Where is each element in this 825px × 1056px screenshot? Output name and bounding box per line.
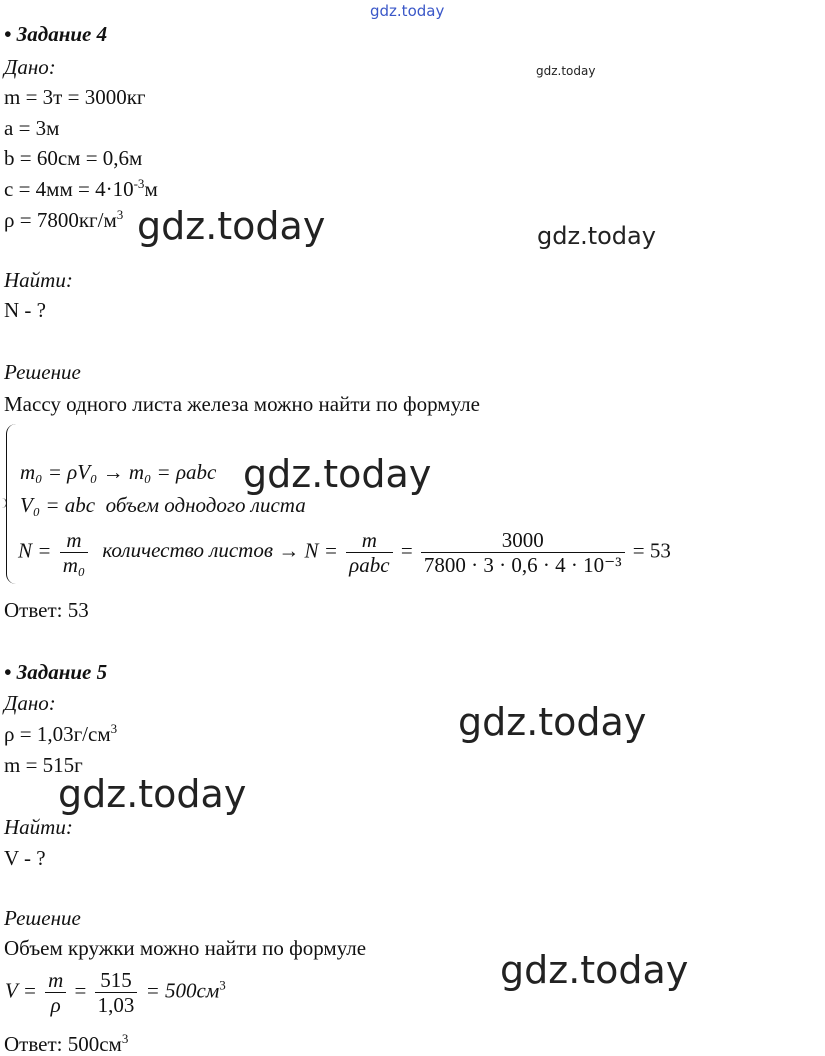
task5-solution-label: Решение [4,906,81,930]
task5-given-label: Дано: [4,691,56,715]
task5-given-m: m = 515г [4,753,83,777]
task5-answer: Ответ: $500см^3$ [4,1031,129,1056]
task5-solution-text: Объем кружки можно найти по формуле [4,936,367,960]
watermark-small: gdz.today [536,64,596,78]
task5-find: V - ? [4,846,46,870]
task4-find-label: Найти: [4,268,73,292]
task4-find: N - ? [4,298,46,322]
watermark-5: gdz.today [58,772,247,816]
task4-solution-text: Массу одного листа железа можно найти по формуле [4,392,480,416]
task4-given-a: a = 3м [4,116,60,140]
task4-formula-line3: N = $\frac{m}{\text{m₀}}$ количество листов → N = $\frac{m}{\text{ρabc}}$ = $\frac{3000}{\text{7800 · 3 · 0,6 · 4 · 10⁻³}}$ = 53 [18,528,671,577]
task4-given-c: $c = 4мм = 4\cdot 10^{-3}м$ [4,176,158,201]
task4-given-label: Дано: [4,55,56,79]
watermark-top: gdz.today [370,2,445,20]
watermark-1: gdz.today [137,204,326,248]
watermark-3: gdz.today [243,452,432,496]
watermark-6: gdz.today [500,948,689,992]
fraction-m-over-rhoabc: $\frac{m}{\text{ρabc}}$ [346,528,392,577]
fraction-515-over-103: $\frac{515}{1,03}$ [95,968,138,1017]
task4-heading: • Задание 4 [4,22,108,46]
task4-formula-line1: m₀ = ρV₀ → m₀ = ρabc [20,460,217,484]
fraction-m-over-rho: $\frac{m}{\rho}$ [45,968,66,1017]
task4-given-rho: $\rho = 7800кг/м^3$ [4,207,124,232]
watermark-4: gdz.today [458,700,647,744]
task5-find-label: Найти: [4,815,73,839]
task5-formula: V = $\frac{m}{\rho}$ = $\frac{515}{1,03}$ = $500см^3$ [5,968,226,1017]
task4-given-m: m = 3т = 3000кг [4,85,146,109]
system-brace [6,424,17,584]
fraction-m-over-m0: $\frac{m}{\text{m₀}}$ [60,528,88,577]
task4-given-b: b = 60см = 0,6м [4,146,143,170]
task4-solution-label: Решение [4,360,81,384]
task5-given-rho: $\rho = 1,03г/см^3$ [4,721,118,746]
task4-answer: Ответ: 53 [4,598,89,622]
task4-formula-line2: V₀ = abc объем однодого листа [20,493,306,517]
watermark-2: gdz.today [537,222,656,250]
fraction-numeric: $\frac{3000}{\text{7800 · 3 · 0,6 · 4 · 10⁻³}}$ [421,528,625,577]
task5-heading: • Задание 5 [4,660,108,684]
